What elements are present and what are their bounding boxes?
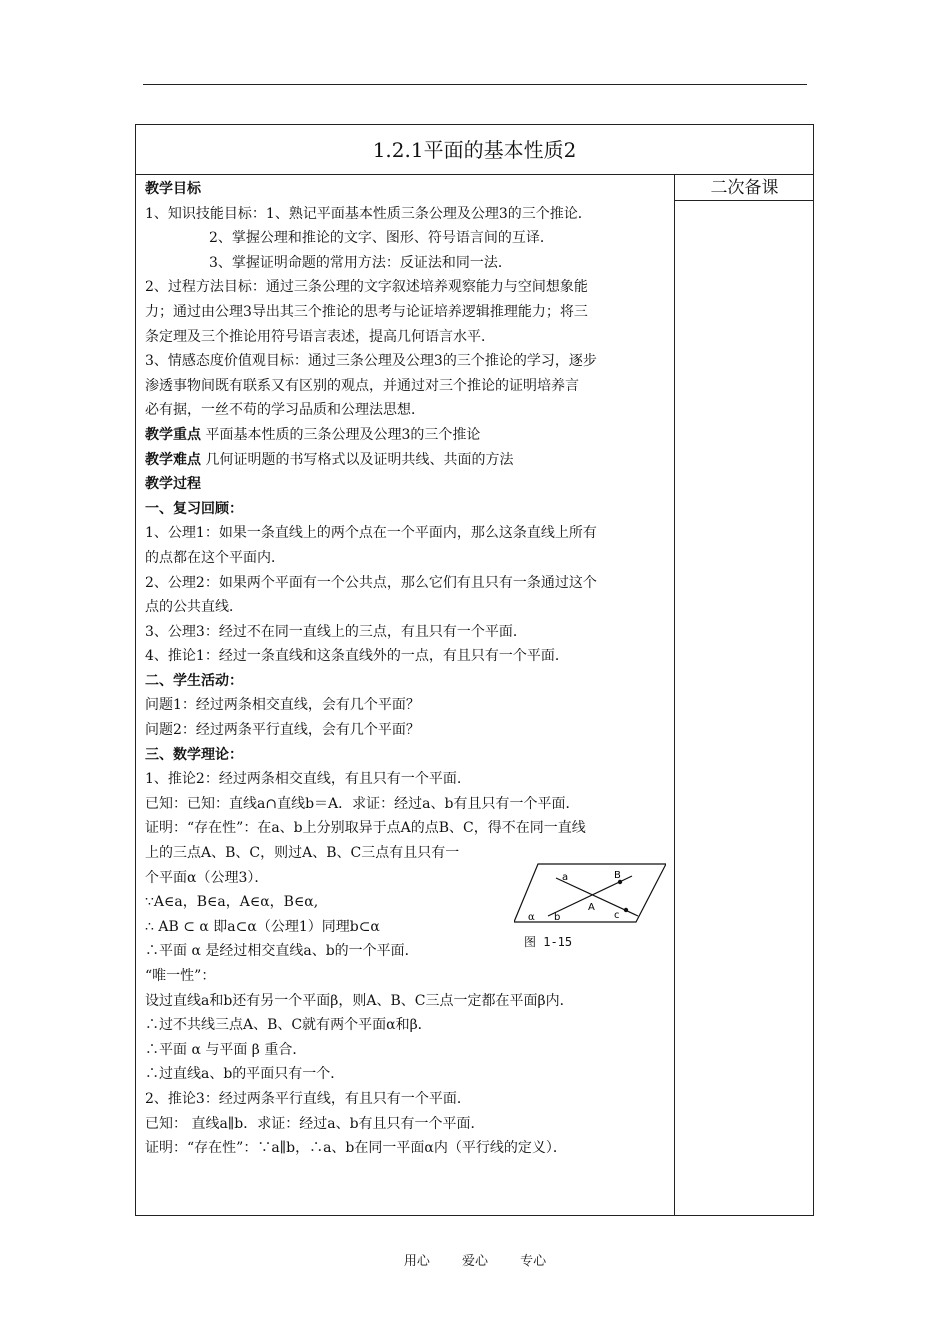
content-line: ∵A∈a，B∈a，A∈α，B∈α,: [145, 894, 319, 911]
content-line: 二、学生活动：: [145, 672, 243, 689]
content-line: “唯一性”：: [145, 968, 216, 984]
content-line: 3、掌握证明命题的常用方法：反证法和同一法．: [209, 254, 512, 271]
footer-word-1: 用心: [403, 1254, 430, 1269]
lesson-content: [145, 177, 667, 1161]
content-line: 渗透事物间既有联系又有区别的观点，并通过对三个推论的证明培养言: [145, 377, 579, 394]
content-line: 必有据，一丝不苟的学习品质和公理法思想．: [145, 402, 425, 419]
content-line: 已知：已知：直线a∩直线b＝A．求证：经过a、b有且只有一个平面．: [145, 795, 580, 812]
figure-caption: 图 1-15: [524, 935, 573, 949]
label-b: b: [554, 912, 561, 923]
page-title: 1.2.1平面的基本性质2: [136, 125, 813, 175]
content-line: 问题1：经过两条相交直线，会有几个平面？: [145, 697, 420, 714]
content-line: 3、公理3：经过不在同一直线上的三点，有且只有一个平面．: [145, 623, 527, 640]
side-column-header: 二次备课: [675, 175, 814, 201]
content-line: 教学过程: [145, 476, 201, 493]
content-line: 1、知识技能目标：1、熟记平面基本性质三条公理及公理3的三个推论．: [145, 205, 592, 222]
content-line: 1、推论2：经过两条相交直线，有且只有一个平面.: [145, 771, 462, 788]
content-line: [145, 448, 667, 473]
content-line: 2、公理2：如果两个平面有一个公共点，那么它们有且只有一条通过这个: [145, 574, 597, 591]
content-line: ∴平面 α 是经过相交直线a、b的一个平面．: [145, 943, 419, 960]
label-a: a: [562, 872, 569, 883]
label-c: c: [614, 910, 620, 921]
content-line: ∴过直线a、b的平面只有一个．: [145, 1066, 345, 1083]
content-line: 条定理及三个推论用符号语言表述，提高几何语言水平．: [145, 328, 495, 345]
content-line: 问题2：经过两条平行直线，会有几个平面？: [145, 722, 420, 739]
content-line: 力；通过由公理3导出其三个推论的思考与论证培养逻辑推理能力；将三: [145, 303, 588, 320]
content-line: 三、数学理论：: [145, 746, 243, 763]
content-line: 已知： 直线a∥b．求证：经过a、b有且只有一个平面．: [145, 1115, 485, 1132]
content-line: 的点都在这个平面内．: [145, 549, 285, 566]
label-B: B: [614, 870, 621, 881]
label-A: A: [588, 902, 595, 913]
column-divider: [674, 175, 675, 1216]
label-alpha: α: [528, 912, 535, 923]
plane-alpha-shape: [514, 864, 666, 922]
section-text: 几何证明题的书写格式以及证明共线、共面的方法: [201, 451, 514, 468]
content-line: 教学目标: [145, 181, 201, 197]
page-footer: [0, 1250, 950, 1269]
section-text: 平面基本性质的三条公理及公理3的三个推论: [201, 426, 481, 443]
footer-word-2: 爱心: [461, 1254, 488, 1269]
content-line: ∴ AB ⊂ α 即a⊂α（公理1）同理b⊂α: [145, 918, 380, 935]
content-line: 设过直线a和b还有另一个平面β，则A、B、C三点一定都在平面β内．: [145, 992, 574, 1009]
content-line: 证明：“存在性”：在a、b上分别取异于点A的点B、C，得不在同一直线: [145, 820, 586, 837]
content-line: 2、推论3：经过两条平行直线，有且只有一个平面．: [145, 1090, 471, 1107]
content-line: 3、情感态度价值观目标：通过三条公理及公理3的三个推论的学习，逐步: [145, 353, 597, 370]
content-line: 2、掌握公理和推论的文字、图形、符号语言间的互译．: [209, 230, 554, 247]
section-label: 教学难点: [145, 451, 201, 468]
content-line: 1、公理1：如果一条直线上的两个点在一个平面内，那么这条直线上所有: [145, 525, 597, 542]
footer-word-3: 专心: [520, 1254, 547, 1269]
content-line: 证明：“存在性”：∵a∥b，∴a、b在同一平面α内（平行线的定义）．: [145, 1140, 567, 1157]
content-line: 上的三点A、B、C，则过A、B、C三点有且只有一: [145, 845, 460, 862]
header-rule: [143, 84, 807, 85]
section-label: 教学重点: [145, 426, 201, 443]
point-C-dot: [624, 908, 628, 912]
content-line: 点的公共直线．: [145, 599, 243, 616]
lesson-table: [135, 124, 814, 1216]
content-line: 2、过程方法目标：通过三条公理的文字叙述培养观察能力与空间想象能: [145, 279, 588, 296]
content-line: 一、复习回顾：: [145, 500, 243, 517]
content-line: 个平面α（公理3）．: [145, 869, 269, 886]
content-line: ∴过不共线三点A、B、C就有两个平面α和β．: [145, 1017, 432, 1034]
content-line: [145, 423, 667, 448]
content-line: ∴平面 α 与平面 β 重合．: [145, 1041, 307, 1058]
content-line: 4、推论1：经过一条直线和这条直线外的一点，有且只有一个平面．: [145, 648, 569, 665]
